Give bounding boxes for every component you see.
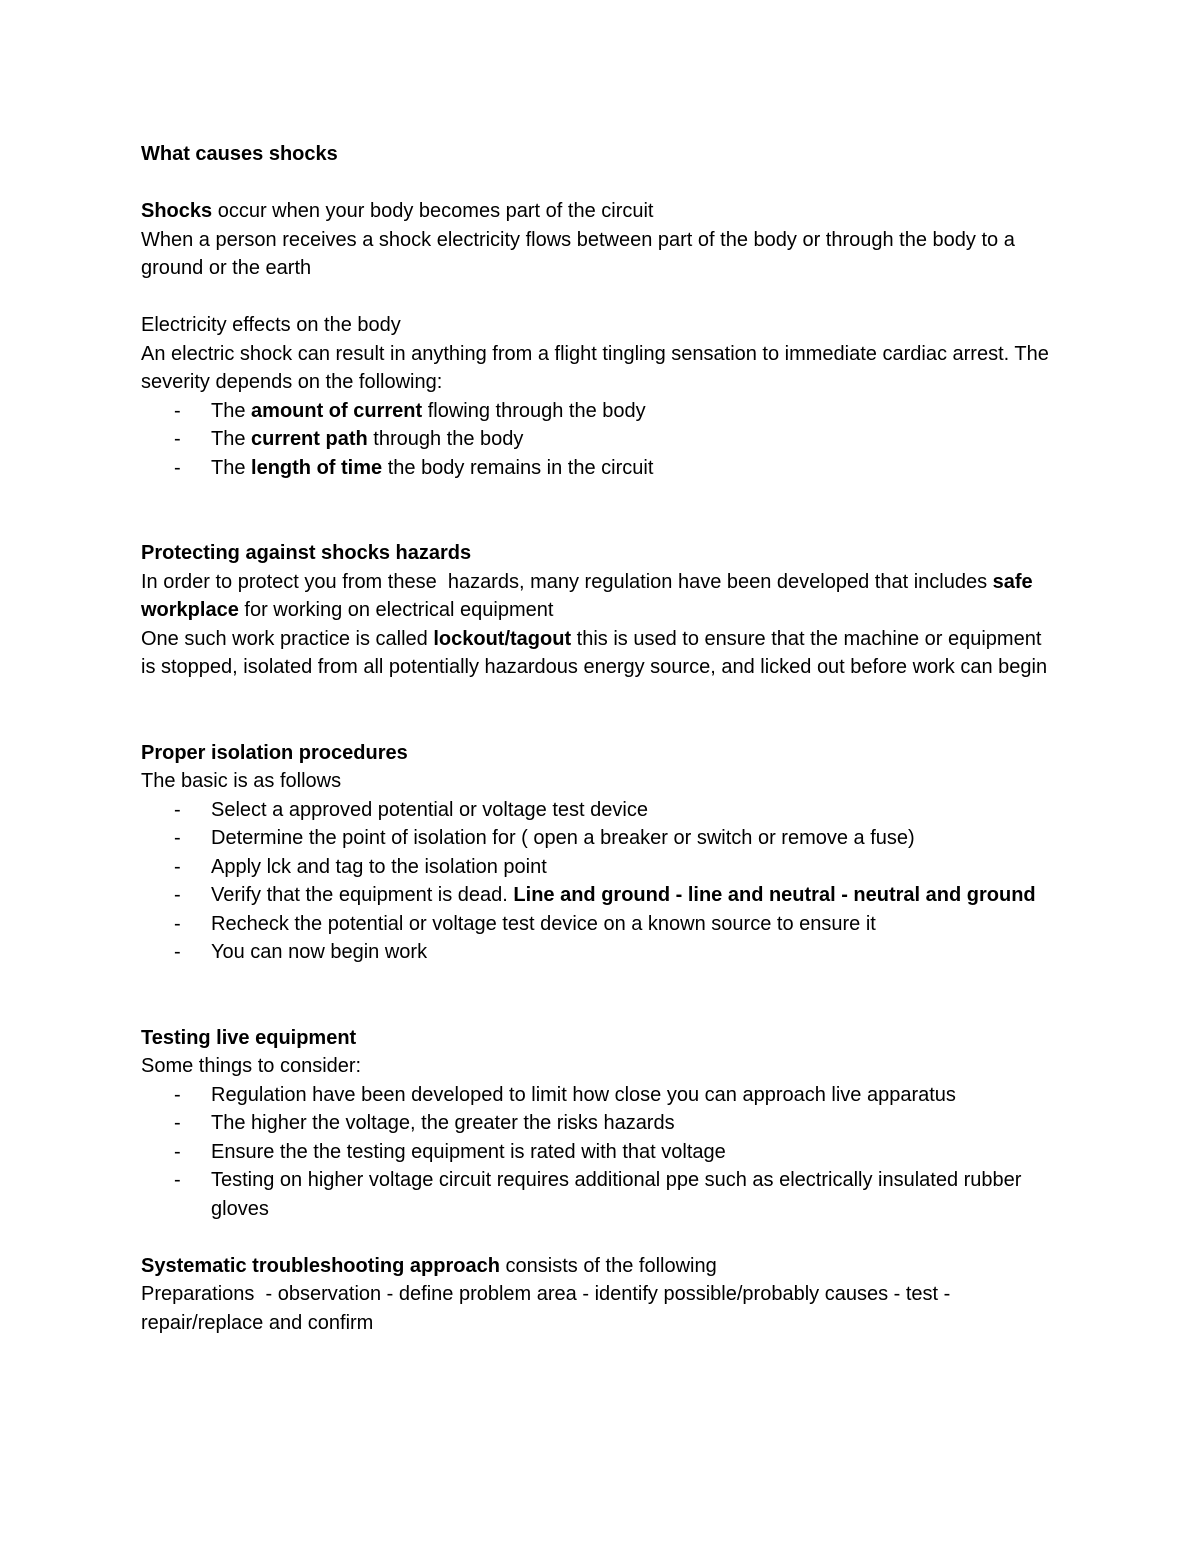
document-page — [141, 140, 1061, 1337]
paragraph-shock-flow: When a person receives a shock electricity flows between part of the body or through the body to a ground or the earth — [141, 228, 1021, 279]
paragraph-troubleshooting: Systematic troubleshooting approach consists of the following — [141, 1254, 717, 1277]
list-item: - The current path through the body — [174, 428, 524, 450]
list-item: - Recheck the potential or voltage test device on a known source to ensure it — [174, 912, 876, 935]
paragraph-effects-title: Electricity effects on the body — [141, 314, 401, 336]
paragraph-troubleshooting-steps: Preparations - observation - define problem area - identify possible/probably causes - test - repair/replace and confirm — [141, 1283, 956, 1334]
list-item: - Ensure the the testing equipment is rated with that voltage — [174, 1140, 726, 1163]
heading-isolation: Proper isolation procedures — [141, 741, 408, 764]
list-item: - The length of time the body remains in the circuit — [174, 456, 654, 479]
list-item: - Apply lck and tag to the isolation point — [174, 855, 547, 878]
list-item: - Regulation have been developed to limit how close you can approach live apparatus — [174, 1083, 956, 1106]
heading-protecting: Protecting against shocks hazards — [141, 542, 472, 564]
paragraph-shocks-definition: Shocks occur when your body becomes part of the circuit — [141, 200, 654, 222]
heading-troubleshooting: Systematic troubleshooting approach — [141, 1254, 500, 1277]
list-item: - Verify that the equipment is dead. Line and ground - line and neutral - neutral and ground — [174, 884, 1036, 906]
paragraph-severity: An electric shock can result in anything from a flight tingling sensation to immediate cardiac arrest. The severity depends on the following: — [141, 342, 1055, 393]
isolation-steps-list — [141, 796, 1061, 967]
testing-considerations-list — [141, 1081, 1061, 1224]
bold-term-shocks: Shocks — [141, 200, 213, 222]
paragraph-regulations: In order to protect you from these hazards, many regulation have been developed that includes safe workplace for working on electrical equipment — [141, 570, 1039, 621]
paragraph-testing-intro: Some things to consider: — [141, 1055, 362, 1077]
paragraph-lockout-tagout: One such work practice is called lockout/tagout this is used to ensure that the machine or equipment is stopped, isolated from all potentially hazardous energy source, and licked out before work can begin — [141, 627, 1048, 678]
paragraph-isolation-intro: The basic is as follows — [141, 770, 342, 792]
list-item: - The higher the voltage, the greater the risks hazards — [174, 1112, 675, 1134]
list-item: - You can now begin work — [174, 941, 428, 963]
list-item: - Select a approved potential or voltage test device — [174, 798, 648, 821]
heading-testing-live: Testing live equipment — [141, 1026, 357, 1049]
severity-list — [141, 397, 1061, 483]
list-item: - Testing on higher voltage circuit requires additional ppe such as electrically insulated rubber gloves — [174, 1169, 1022, 1220]
heading-what-causes-shocks: What causes shocks — [141, 143, 338, 165]
list-item: - Determine the point of isolation for ( open a breaker or switch or remove a fuse) — [174, 827, 915, 849]
list-item: - The amount of current flowing through the body — [174, 399, 646, 422]
